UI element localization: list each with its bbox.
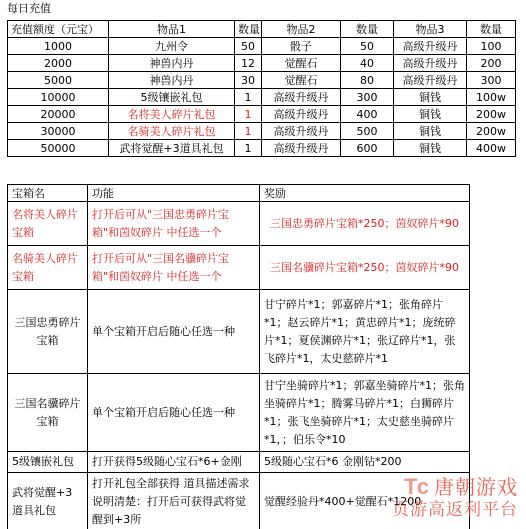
recharge-cell: 200w [467,123,516,140]
recharge-header-row [8,21,516,38]
recharge-cell: 觉醒石 [262,72,341,89]
recharge-cell: 100w [467,89,516,106]
chest-header-cell: 宝箱名 [8,185,88,202]
chest-reward-cell: 甘宁坐骑碎片*1；郭嘉坐骑碎片*1；张角坐骑碎片*1；腾雾马碎片*1；白狮碎片*1；张飞坐骑碎片*1；太史慈坐骑碎片*1，；伯乐令*10 [260,374,470,452]
chest-func-cell: 单个宝箱开启后随心任选一种 [88,374,260,452]
chest-name-cell: 三国忠勇碎片宝箱 [8,290,88,374]
recharge-cell: 2000 [8,55,109,72]
recharge-cell: 50000 [8,140,109,157]
recharge-cell: 武将觉醒+3道具礼包 [109,140,235,157]
recharge-cell: 高级升级丹 [262,89,341,106]
recharge-row [8,55,516,72]
recharge-cell: 80 [341,72,394,89]
recharge-cell: 铜钱 [394,106,467,123]
recharge-header-cell: 物品1 [109,21,235,38]
recharge-table [7,20,516,157]
recharge-cell: 神兽内丹 [109,55,235,72]
watermark-logo: Tc [403,474,430,499]
recharge-cell: 200 [467,55,516,72]
recharge-row [8,106,516,123]
recharge-row [8,72,516,89]
recharge-cell: 30 [235,72,262,89]
recharge-cell: 铜钱 [394,123,467,140]
recharge-cell: 50 [341,38,394,55]
chest-row [8,452,470,473]
recharge-cell: 600 [341,140,394,157]
recharge-cell: 20000 [8,106,109,123]
chest-func-cell: 打开后可从"三国忠勇碎片宝箱"和茵奴碎片 中任选一个 [88,202,260,246]
recharge-cell: 九州令 [109,38,235,55]
recharge-row [8,38,516,55]
recharge-cell: 300 [341,89,394,106]
recharge-cell: 高级升级丹 [262,123,341,140]
chest-reward-cell: 三国名骥碎片宝箱*250；茵奴碎片*90 [260,246,470,290]
chest-func-cell: 单个宝箱开启后随心任选一种 [88,290,260,374]
watermark-line1: 唐朝游戏 [434,475,518,499]
chest-reward-cell: 觉醒经验丹*400+觉醒石*1200 [260,473,470,529]
chest-func-cell: 打开礼包全部获得 道具描述需求说明清楚：打开后可获得武将觉醒到+3所 [88,473,260,529]
chest-header-cell: 功能 [88,185,260,202]
recharge-header-cell: 充值额度（元宝） [8,21,109,38]
chest-header-cell: 奖励 [260,185,470,202]
recharge-header-cell: 物品2 [262,21,341,38]
recharge-cell: 100 [467,38,516,55]
recharge-cell: 觉醒石 [262,55,341,72]
chest-name-cell: 三国名骥碎片宝箱 [8,374,88,452]
watermark [392,475,518,521]
watermark-line2: 页游高返利平台 [392,500,518,520]
recharge-cell: 名骑美人碎片礼包 [109,123,235,140]
recharge-cell: 1 [235,106,262,123]
recharge-cell: 200w [467,106,516,123]
recharge-cell: 400w [467,140,516,157]
chest-reward-cell: 三国忠勇碎片宝箱*250；茵奴碎片*90 [260,202,470,246]
recharge-cell: 40 [341,55,394,72]
chest-reward-cell: 甘宁碎片*1；郭嘉碎片*1；张角碎片*1；赵云碎片*1；黄忠碎片*1；庞统碎片*1；夏侯渊碎片*1；张辽碎片*1，张飞碎片*1，太史慈碎片*1 [260,290,470,374]
recharge-cell: 1000 [8,38,109,55]
recharge-cell: 高级升级丹 [394,72,467,89]
chest-row [8,246,470,290]
recharge-header-cell: 数量 [467,21,516,38]
recharge-cell: 神兽内丹 [109,72,235,89]
recharge-cell: 铜钱 [394,140,467,157]
recharge-cell: 高级升级丹 [262,106,341,123]
recharge-cell: 1 [235,140,262,157]
recharge-cell: 5000 [8,72,109,89]
chest-row [8,290,470,374]
recharge-cell: 1 [235,89,262,106]
chest-row [8,202,470,246]
recharge-cell: 10000 [8,89,109,106]
chest-func-cell: 打开后可从"三国名骥碎片宝箱"和茵奴碎片 中任选一个 [88,246,260,290]
recharge-cell: 5级镶嵌礼包 [109,89,235,106]
recharge-header-cell: 数量 [341,21,394,38]
recharge-row [8,123,516,140]
recharge-header-cell: 数量 [235,21,262,38]
recharge-cell: 高级升级丹 [262,140,341,157]
recharge-cell: 名将美人碎片礼包 [109,106,235,123]
recharge-cell: 12 [235,55,262,72]
chest-reward-cell: 5级随心宝石*6 金刚钻*200 [260,452,470,473]
chest-func-cell: 打开获得5级随心宝石*6+金刚 [88,452,260,473]
recharge-cell: 高级升级丹 [394,55,467,72]
recharge-cell: 1 [235,123,262,140]
recharge-cell: 500 [341,123,394,140]
chest-name-cell: 名骑美人碎片宝箱 [8,246,88,290]
chest-name-cell: 武将觉醒+3道具礼包 [8,473,88,529]
recharge-row [8,140,516,157]
recharge-cell: 50 [235,38,262,55]
page-title: 每日充值 [7,2,51,15]
recharge-cell: 铜钱 [394,89,467,106]
chest-name-cell: 名将美人碎片宝箱 [8,202,88,246]
chest-header-row [8,185,470,202]
recharge-cell: 骰子 [262,38,341,55]
recharge-header-cell: 物品3 [394,21,467,38]
chest-name-cell: 5级镶嵌礼包 [8,452,88,473]
recharge-cell: 高级升级丹 [394,38,467,55]
recharge-row [8,89,516,106]
recharge-cell: 300 [467,72,516,89]
recharge-cell: 30000 [8,123,109,140]
recharge-cell: 400 [341,106,394,123]
chest-row [8,374,470,452]
